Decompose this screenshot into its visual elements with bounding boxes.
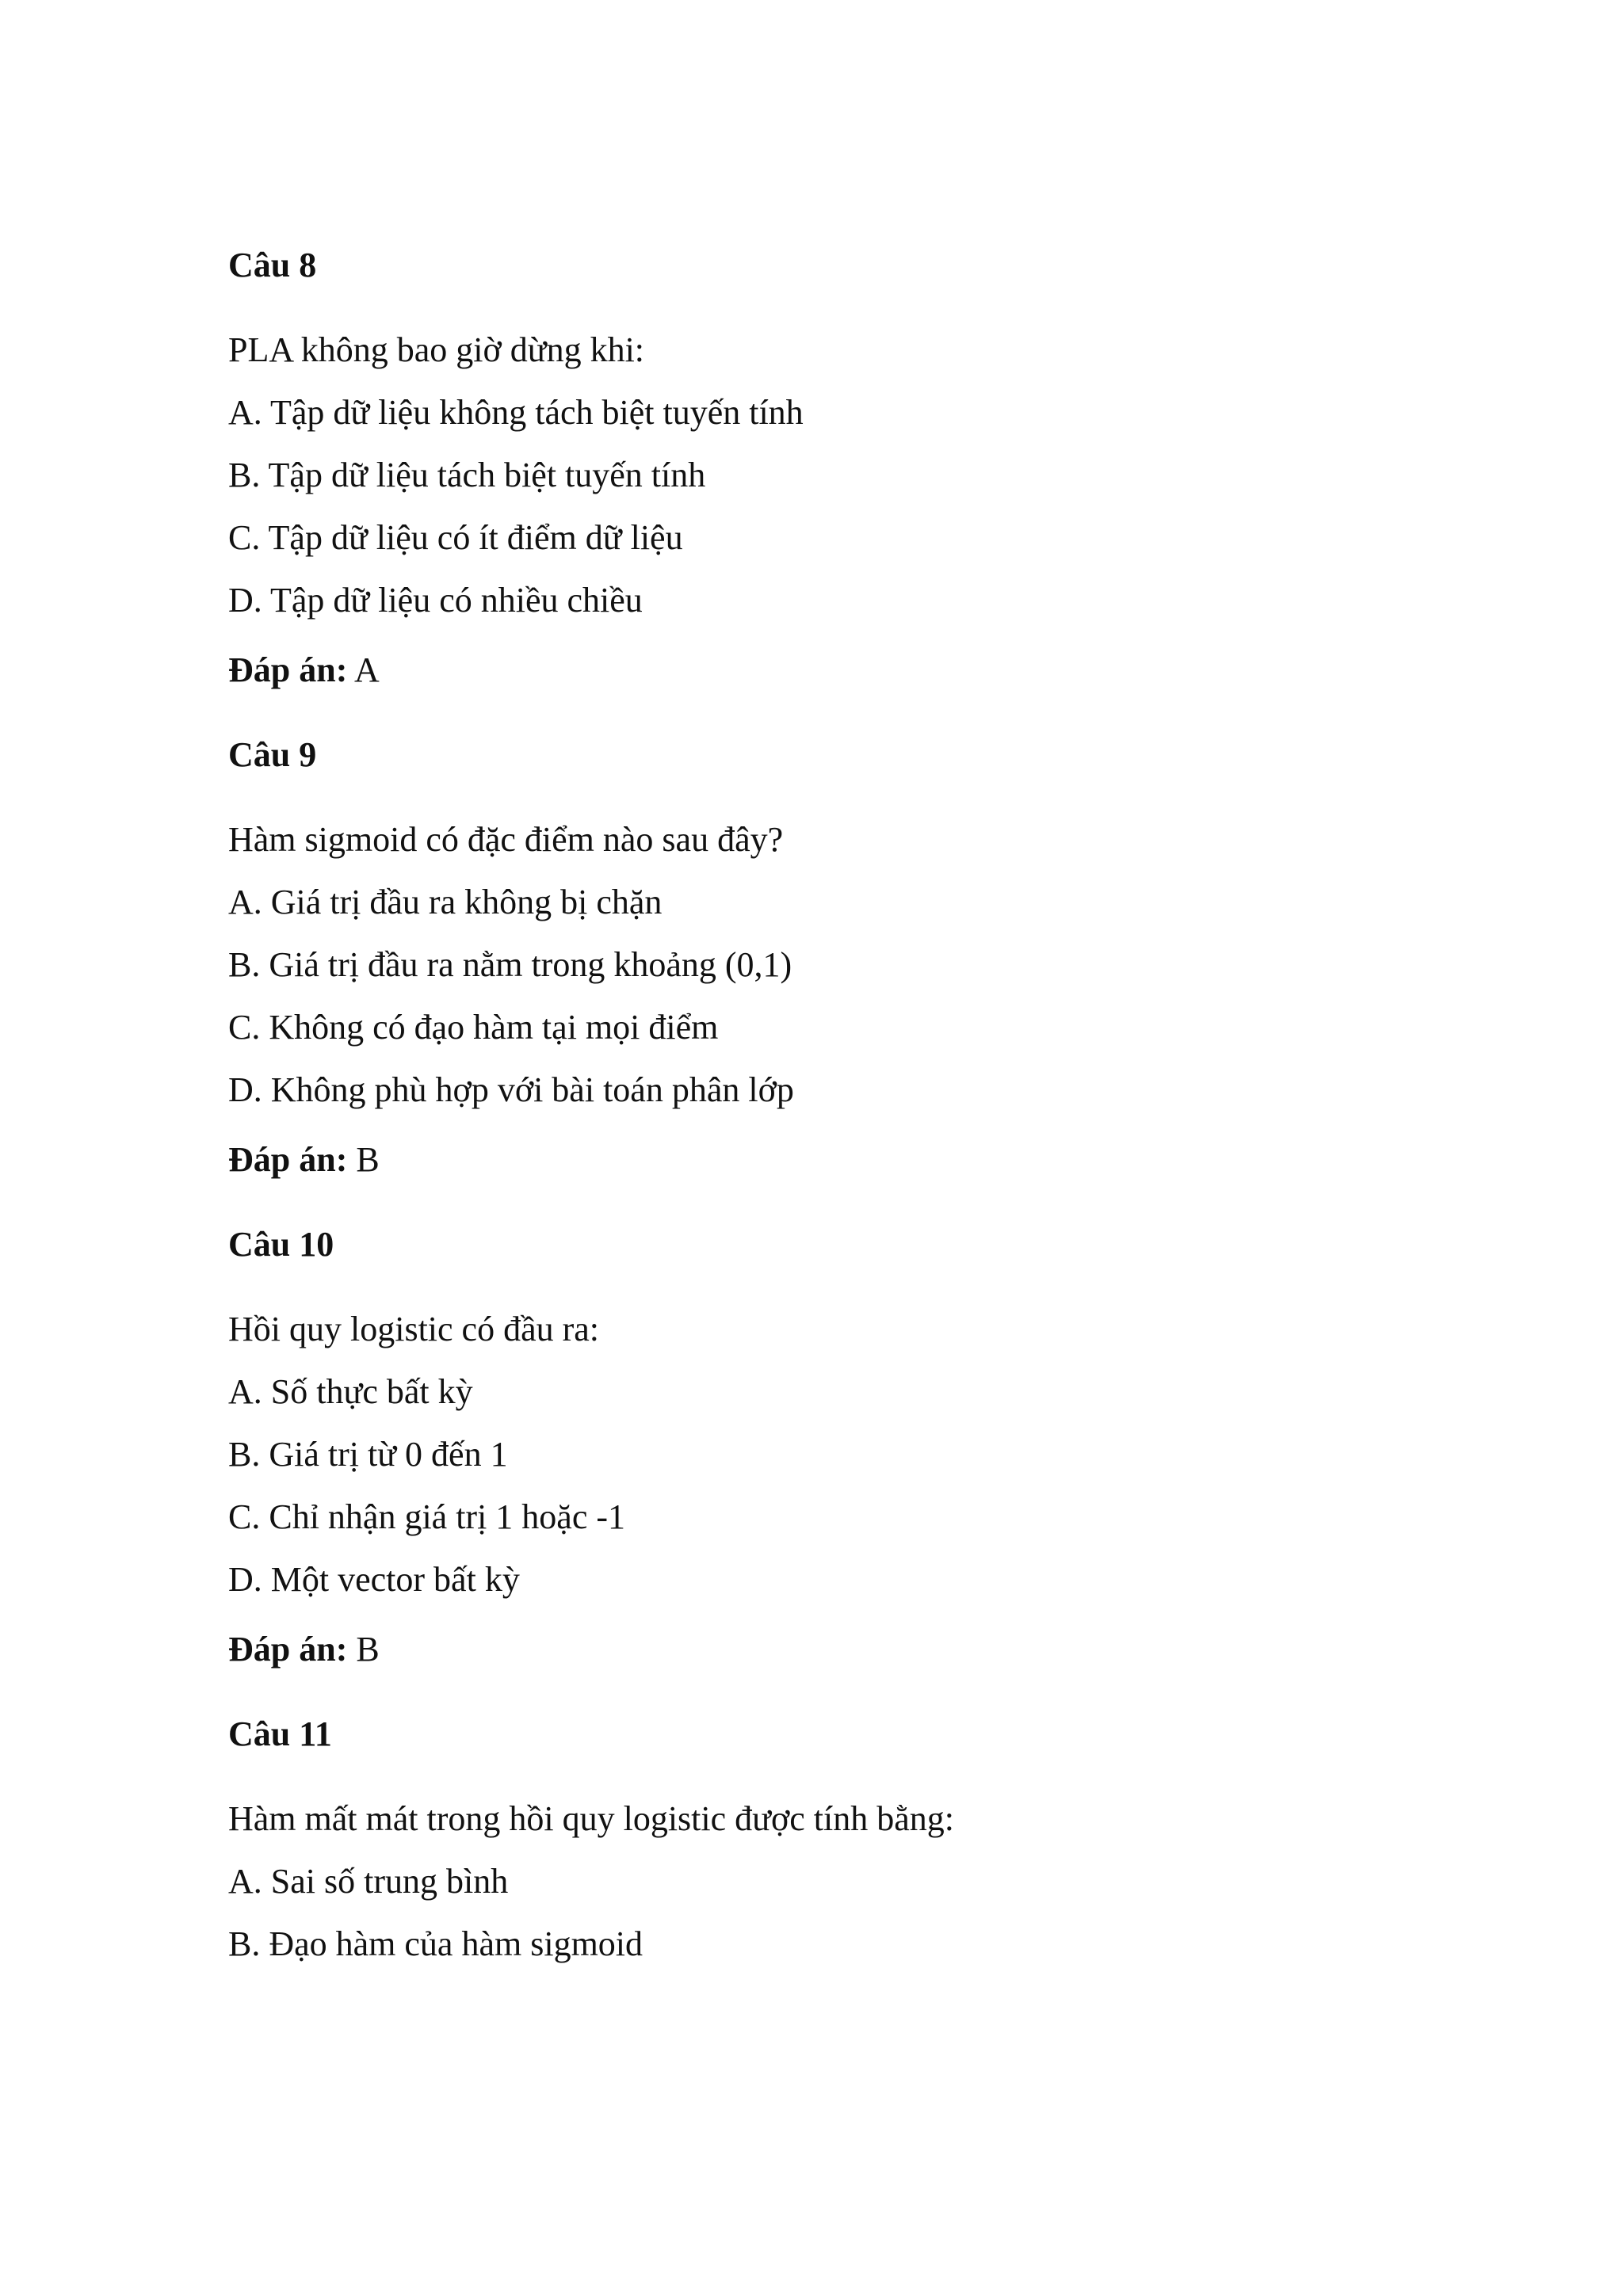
answer-label: Đáp án:: [228, 1140, 348, 1179]
question-8: [228, 242, 1512, 694]
answer-line: [228, 1626, 1512, 1673]
question-11: [228, 1711, 1512, 1968]
question-title: Câu 11: [228, 1714, 332, 1753]
option-b: B. Giá trị từ 0 đến 1: [228, 1435, 508, 1474]
question-list: [228, 242, 1512, 1983]
question-text: Hàm mất mát trong hồi quy logistic được tính bằng:: [228, 1799, 954, 1838]
option-a: A. Giá trị đầu ra không bị chặn: [228, 883, 663, 921]
option-d: D. Không phù hợp với bài toán phân lớp: [228, 1070, 794, 1109]
option-c: C. Tập dữ liệu có ít điểm dữ liệu: [228, 518, 683, 557]
option-a: A. Tập dữ liệu không tách biệt tuyến tính: [228, 393, 804, 432]
question-title: Câu 9: [228, 735, 317, 774]
answer-label: Đáp án:: [228, 1630, 348, 1669]
question-9: [228, 731, 1512, 1184]
option-c: C. Chỉ nhận giá trị 1 hoặc -1: [228, 1497, 626, 1536]
option-d: D. Tập dữ liệu có nhiều chiều: [228, 581, 643, 620]
answer-value: B: [347, 1140, 380, 1179]
option-a: A. Số thực bất kỳ: [228, 1372, 473, 1411]
option-a: A. Sai số trung bình: [228, 1862, 509, 1901]
option-b: B. Đạo hàm của hàm sigmoid: [228, 1924, 643, 1963]
answer-label: Đáp án:: [228, 650, 348, 689]
answer-line: [228, 1136, 1512, 1184]
question-10: [228, 1221, 1512, 1673]
question-text: PLA không bao giờ dừng khi:: [228, 330, 645, 369]
question-text: Hồi quy logistic có đầu ra:: [228, 1310, 600, 1348]
question-title: Câu 8: [228, 246, 317, 284]
answer-value: A: [347, 650, 380, 689]
answer-value: B: [347, 1630, 380, 1669]
option-b: B. Tập dữ liệu tách biệt tuyến tính: [228, 456, 706, 494]
question-title: Câu 10: [228, 1225, 334, 1264]
option-c: C. Không có đạo hàm tại mọi điểm: [228, 1008, 719, 1047]
option-b: B. Giá trị đầu ra nằm trong khoảng (0,1): [228, 945, 792, 984]
answer-line: [228, 646, 1512, 694]
question-text: Hàm sigmoid có đặc điểm nào sau đây?: [228, 820, 784, 859]
option-d: D. Một vector bất kỳ: [228, 1560, 520, 1599]
